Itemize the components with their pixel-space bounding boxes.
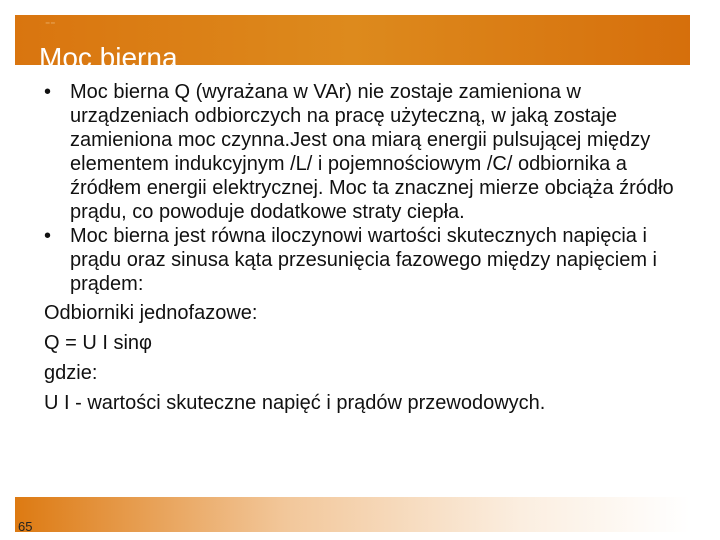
bullet-text: Moc bierna Q (wyrażana w VAr) nie zostaje zamieniona w urządzeniach odbiorczych na pracę użyteczną, w jaką zostaje zamieniona moc czynna.Jest ona miarą energii pulsującej między elementem indukcyjnym /L/ i pojemnościowym /C/ odbiornika a źródłem energii elektrycznej. Moc ta znacznej mierze obciąża źródło prądu, co powoduje dodatkowe straty ciepła. [70,81,674,223]
formula-line: Q = U I sinφ [44,332,152,354]
slide-content [44,80,694,418]
bullet-item [44,224,694,296]
bullet-text: Moc bierna jest równa iloczynowi wartości skutecznych napięcia i prądu oraz sinusa kąta przesunięcia fazowego między napięciem i prądem: [70,225,657,295]
slide-title: Moc bierna [39,42,178,73]
bullet-dot: • [44,81,52,103]
footer-bar [15,497,690,532]
title-bar [15,15,690,73]
decorative-mark: ⁻⁻ [45,20,56,31]
bullet-dot: • [44,225,52,247]
text-line-definition: U I - wartości skuteczne napięć i prądów przewodowych. [44,392,546,414]
text-line-receivers: Odbiorniki jednofazowe: [44,302,258,324]
bullet-item [44,80,694,224]
page-number: 65 [18,519,33,534]
text-line-where: gdzie: [44,362,98,384]
